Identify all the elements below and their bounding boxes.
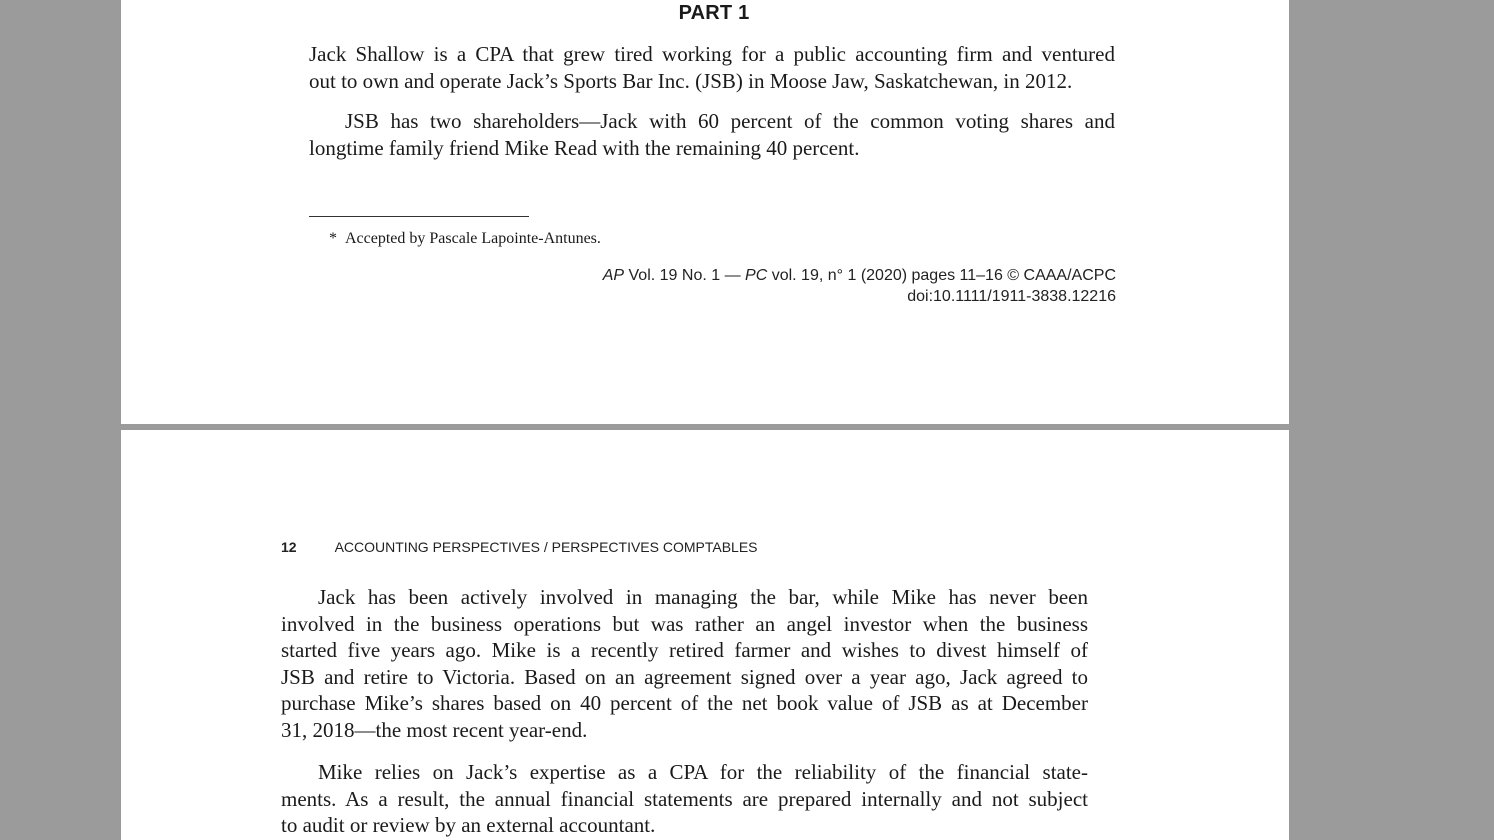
viewer-right-gutter <box>1289 0 1494 840</box>
text-line: Mike relies on Jack’s expertise as a CPA for the reliability of the financial state- <box>318 760 1088 784</box>
text-line: Jack has been actively involved in managing the bar, while Mike has never been <box>318 585 1088 609</box>
document-page-12 <box>121 430 1289 840</box>
text-line: JSB has two shareholders—Jack with 60 percent of the common voting shares and <box>345 109 1115 133</box>
viewer-left-gutter <box>0 0 121 840</box>
volume-en: Vol. 19 No. 1 — <box>624 267 746 284</box>
part-heading: PART 1 <box>678 2 750 24</box>
footnote-text: Accepted by Pascale Lapointe-Antunes. <box>345 230 601 247</box>
footnote-marker: * <box>329 230 337 247</box>
paragraph-reliance <box>281 759 1088 839</box>
paragraph-shareholders <box>309 108 1115 161</box>
citation-line <box>603 265 1116 286</box>
journal-abbrev-en: AP <box>602 267 625 284</box>
running-header <box>281 539 758 555</box>
text-line: JSB and retire to Victoria. Based on an agreement signed over a year ago, Jack agreed to <box>281 664 1088 689</box>
text-line: out to own and operate Jack’s Sports Bar Inc. (JSB) in Moose Jaw, Saskatchewan, in 2012. <box>309 68 1073 93</box>
footnote <box>329 230 601 248</box>
text-line: ments. As a result, the annual financial statements are prepared internally and not subject <box>281 786 1088 811</box>
running-head-title: ACCOUNTING PERSPECTIVES / PERSPECTIVES COMPTABLES <box>334 539 758 555</box>
paragraph-intro <box>309 41 1115 94</box>
text-line: to audit or review by an external accountant. <box>281 813 656 837</box>
volume-fr: vol. 19, n° 1 (2020) pages 11–16 © CAAA/ACPC <box>767 267 1116 284</box>
footnote-divider <box>309 216 529 217</box>
journal-citation <box>603 265 1116 307</box>
text-line: purchase Mike’s shares based on 40 percent of the net book value of JSB as at December <box>281 691 1088 715</box>
paragraph-agreement <box>281 584 1088 743</box>
document-page-11 <box>121 0 1289 424</box>
doi-link[interactable]: doi:10.1111/1911-3838.12216 <box>907 288 1116 305</box>
page-number: 12 <box>281 539 297 555</box>
journal-abbrev-fr: PC <box>745 267 768 284</box>
text-line: 31, 2018—the most recent year-end. <box>281 717 588 742</box>
text-line: involved in the business operations but was rather an angel investor when the business <box>281 611 1088 636</box>
text-line: Jack Shallow is a CPA that grew tired working for a public accounting firm and ventured <box>309 42 1115 66</box>
text-line: longtime family friend Mike Read with the remaining 40 percent. <box>309 135 860 160</box>
text-line: started five years ago. Mike is a recently retired farmer and wishes to divest himself of <box>281 638 1088 662</box>
